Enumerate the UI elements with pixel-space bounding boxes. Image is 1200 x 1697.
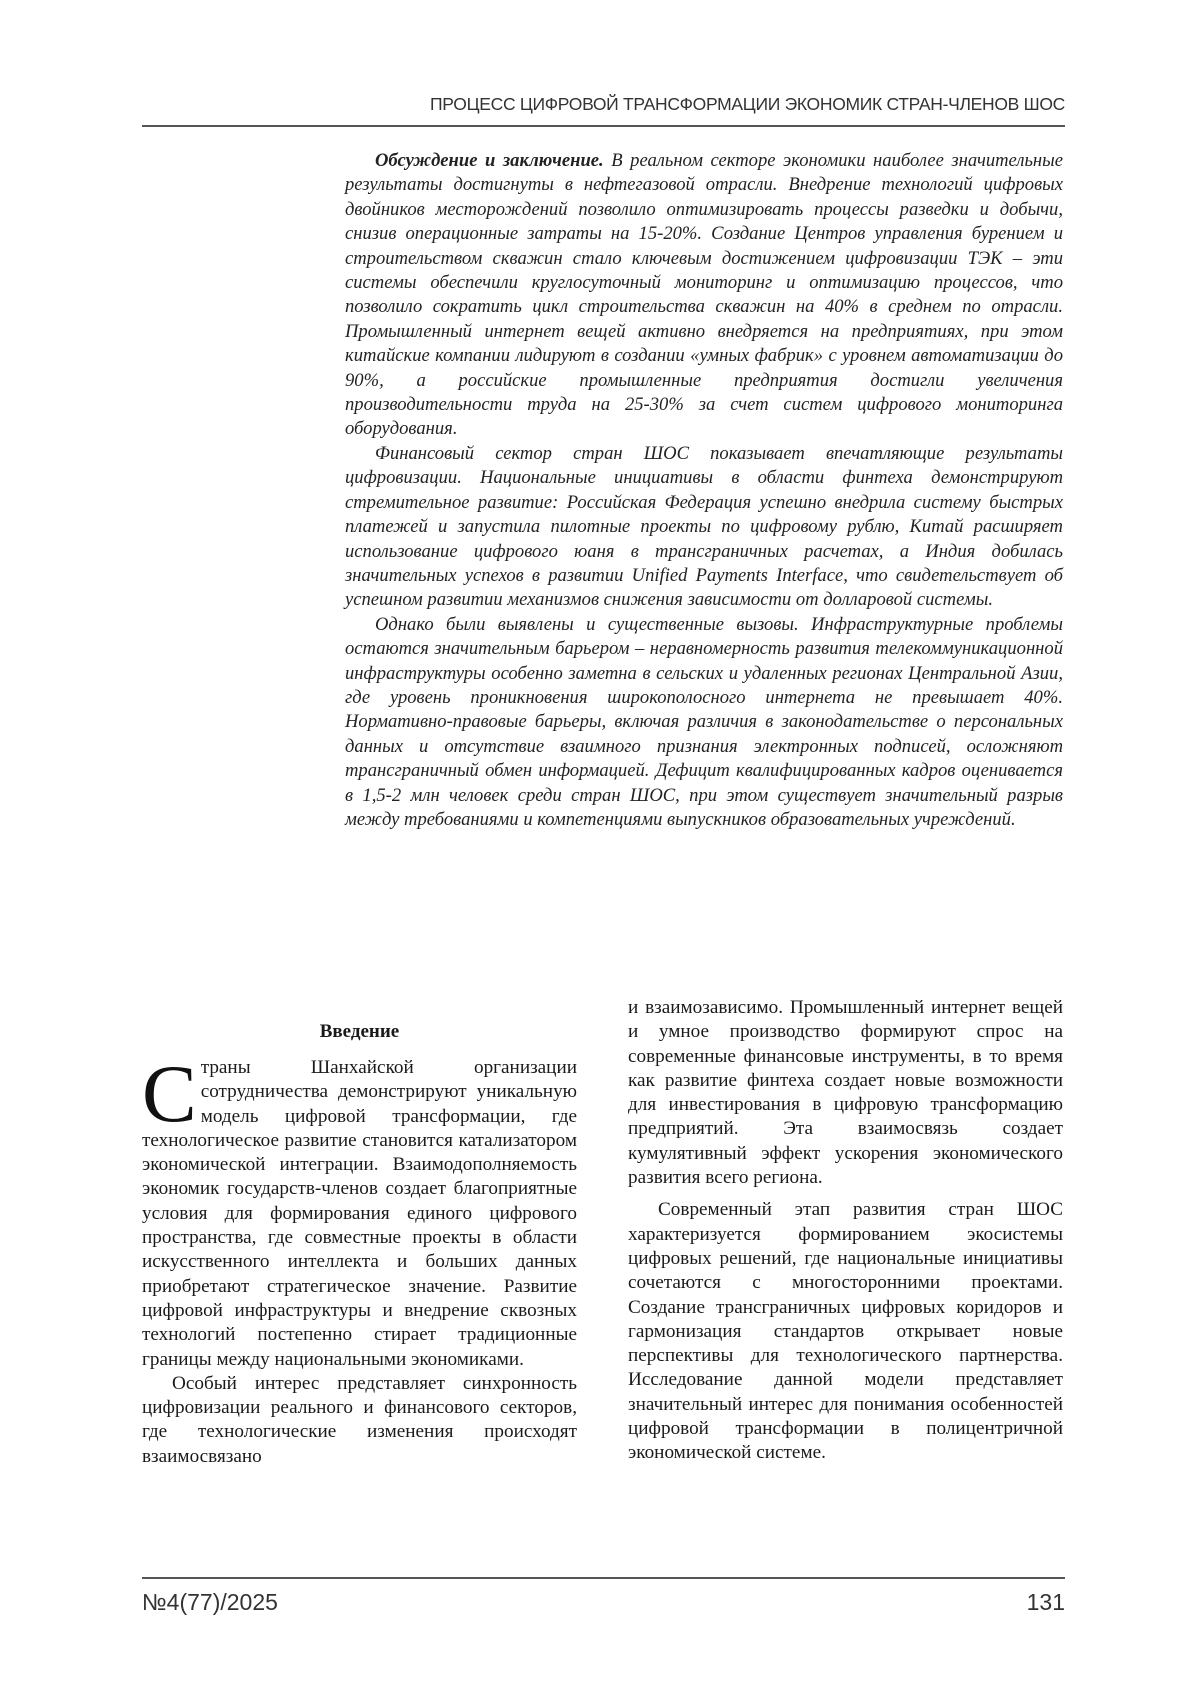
- intro-paragraph-1-text: траны Шанхайской организации сотрудничества демонстрируют уникальную модель цифровой трансформации, где технологическое развитие становится катализатором экономической интеграции. Взаимодополняемость экономик государств-членов создает благоприятные условия для формирования единого цифрового пространства, где совместные проекты в области искусственного интеллекта и больших данных приобретают стратегическое значение. Развитие цифровой инфраструктуры и внедрение сквозных технологий постепенно стирает традиционные границы между национальными экономиками.: [142, 1057, 577, 1370]
- intro-paragraph-3: Современный этап развития стран ШОС характеризуется формированием экосистемы цифровых решений, где национальные инициативы сочетаются с многосторонними проектами. Создание трансграничных цифровых коридоров и гармонизация стандартов открывает новые перспективы для технологического партнерства. Исследование данной модели представляет значительный интерес для понимания особенностей цифровой трансформации в полицентричной экономической системе.: [628, 1199, 1063, 1464]
- issue-number: №4(77)/2025: [142, 1589, 278, 1615]
- intro-paragraph-2-continued: и взаимозависимо. Промышленный интернет вещей и умное производство формируют спрос на современные финансовые инструменты, в то время как развитие финтеха создает новые возможности для инвестирования в цифровую трансформацию предприятий. Эта взаимосвязь создает кумулятивный эффект ускорения экономического развития всего региона.: [628, 997, 1063, 1189]
- intro-paragraph-2: Особый интерес представляет синхронность цифровизации реального и финансового секторов, где технологические изменения происходят взаимосвязано: [142, 1372, 577, 1467]
- drop-cap: С: [142, 1048, 197, 1139]
- discussion-section: [345, 149, 1063, 832]
- running-header: ПРОЦЕСС ЦИФРОВОЙ ТРАНСФОРМАЦИИ ЭКОНОМИК СТРАН-ЧЛЕНОВ ШОС: [430, 94, 1065, 114]
- intro-paragraph-1: [142, 1048, 577, 1372]
- discussion-paragraph-3: Однако были выявлены и существенные вызовы. Инфраструктурные проблемы остаются значительным барьером – неравномерность развития телекоммуникационной инфраструктуры особенно заметна в сельских и удаленных регионах Центральной Азии, где уровень проникновения широкополосного интернета не превышает 40%. Нормативно-правовые барьеры, включая различия в законодательстве о персональных данных и отсутствие взаимного признания электронных подписей, осложняют трансграничный обмен информацией. Дефицит квалифицированных кадров оценивается в 1,5-2 млн человек среди стран ШОС, при этом существует значительный разрыв между требованиями и компетенциями выпускников образовательных учреждений.: [345, 613, 1063, 830]
- header-divider: [142, 125, 1065, 127]
- discussion-paragraph-1: [345, 149, 1063, 442]
- left-column: [142, 1048, 577, 1469]
- discussion-paragraph-2: Финансовый сектор стран ШОС показывает впечатляющие результаты цифровизации. Национальные инициативы в области финтеха демонстрируют стремительное развитие: Российская Федерация успешно внедрила систему быстрых платежей и запустила пилотные проекты по цифровому рублю, Китай расширяет использование цифрового юаня в трансграничных расчетах, а Индия добилась значительных успехов в развитии Unified Payments Interface, что свидетельствует об успешном развитии механизмов снижения зависимости от долларовой системы.: [345, 442, 1063, 611]
- right-column: [628, 996, 1063, 1466]
- page-number: 131: [1026, 1589, 1065, 1615]
- discussion-paragraph-1-text: В реальном секторе экономики наиболее значительные результаты достигнуты в нефтегазовой отрасли. Внедрение технологий цифровых двойников месторождений позволило оптимизировать процессы разведки и добычи, снизив операционные затраты на 15-20%. Создание Центров управления бурением и строительством скважин стало ключевым достижением цифровизации ТЭК – эти системы обеспечили круглосуточный мониторинг и оптимизацию процессов, что позволило сократить цикл строительства скважин на 40% в среднем по отрасли. Промышленный интернет вещей активно внедряется на предприятиях, при этом китайские компании лидируют в создании «умных фабрик» с уровнем автоматизации до 90%, а российские промышленные предприятия достигли увеличения производительности труда на 25-30% за счет систем цифрового мониторинга оборудования.: [345, 150, 1063, 440]
- footer-divider: [142, 1577, 1065, 1579]
- discussion-lead-in: Обсуждение и заключение.: [375, 150, 604, 171]
- intro-heading: Введение: [319, 1021, 400, 1042]
